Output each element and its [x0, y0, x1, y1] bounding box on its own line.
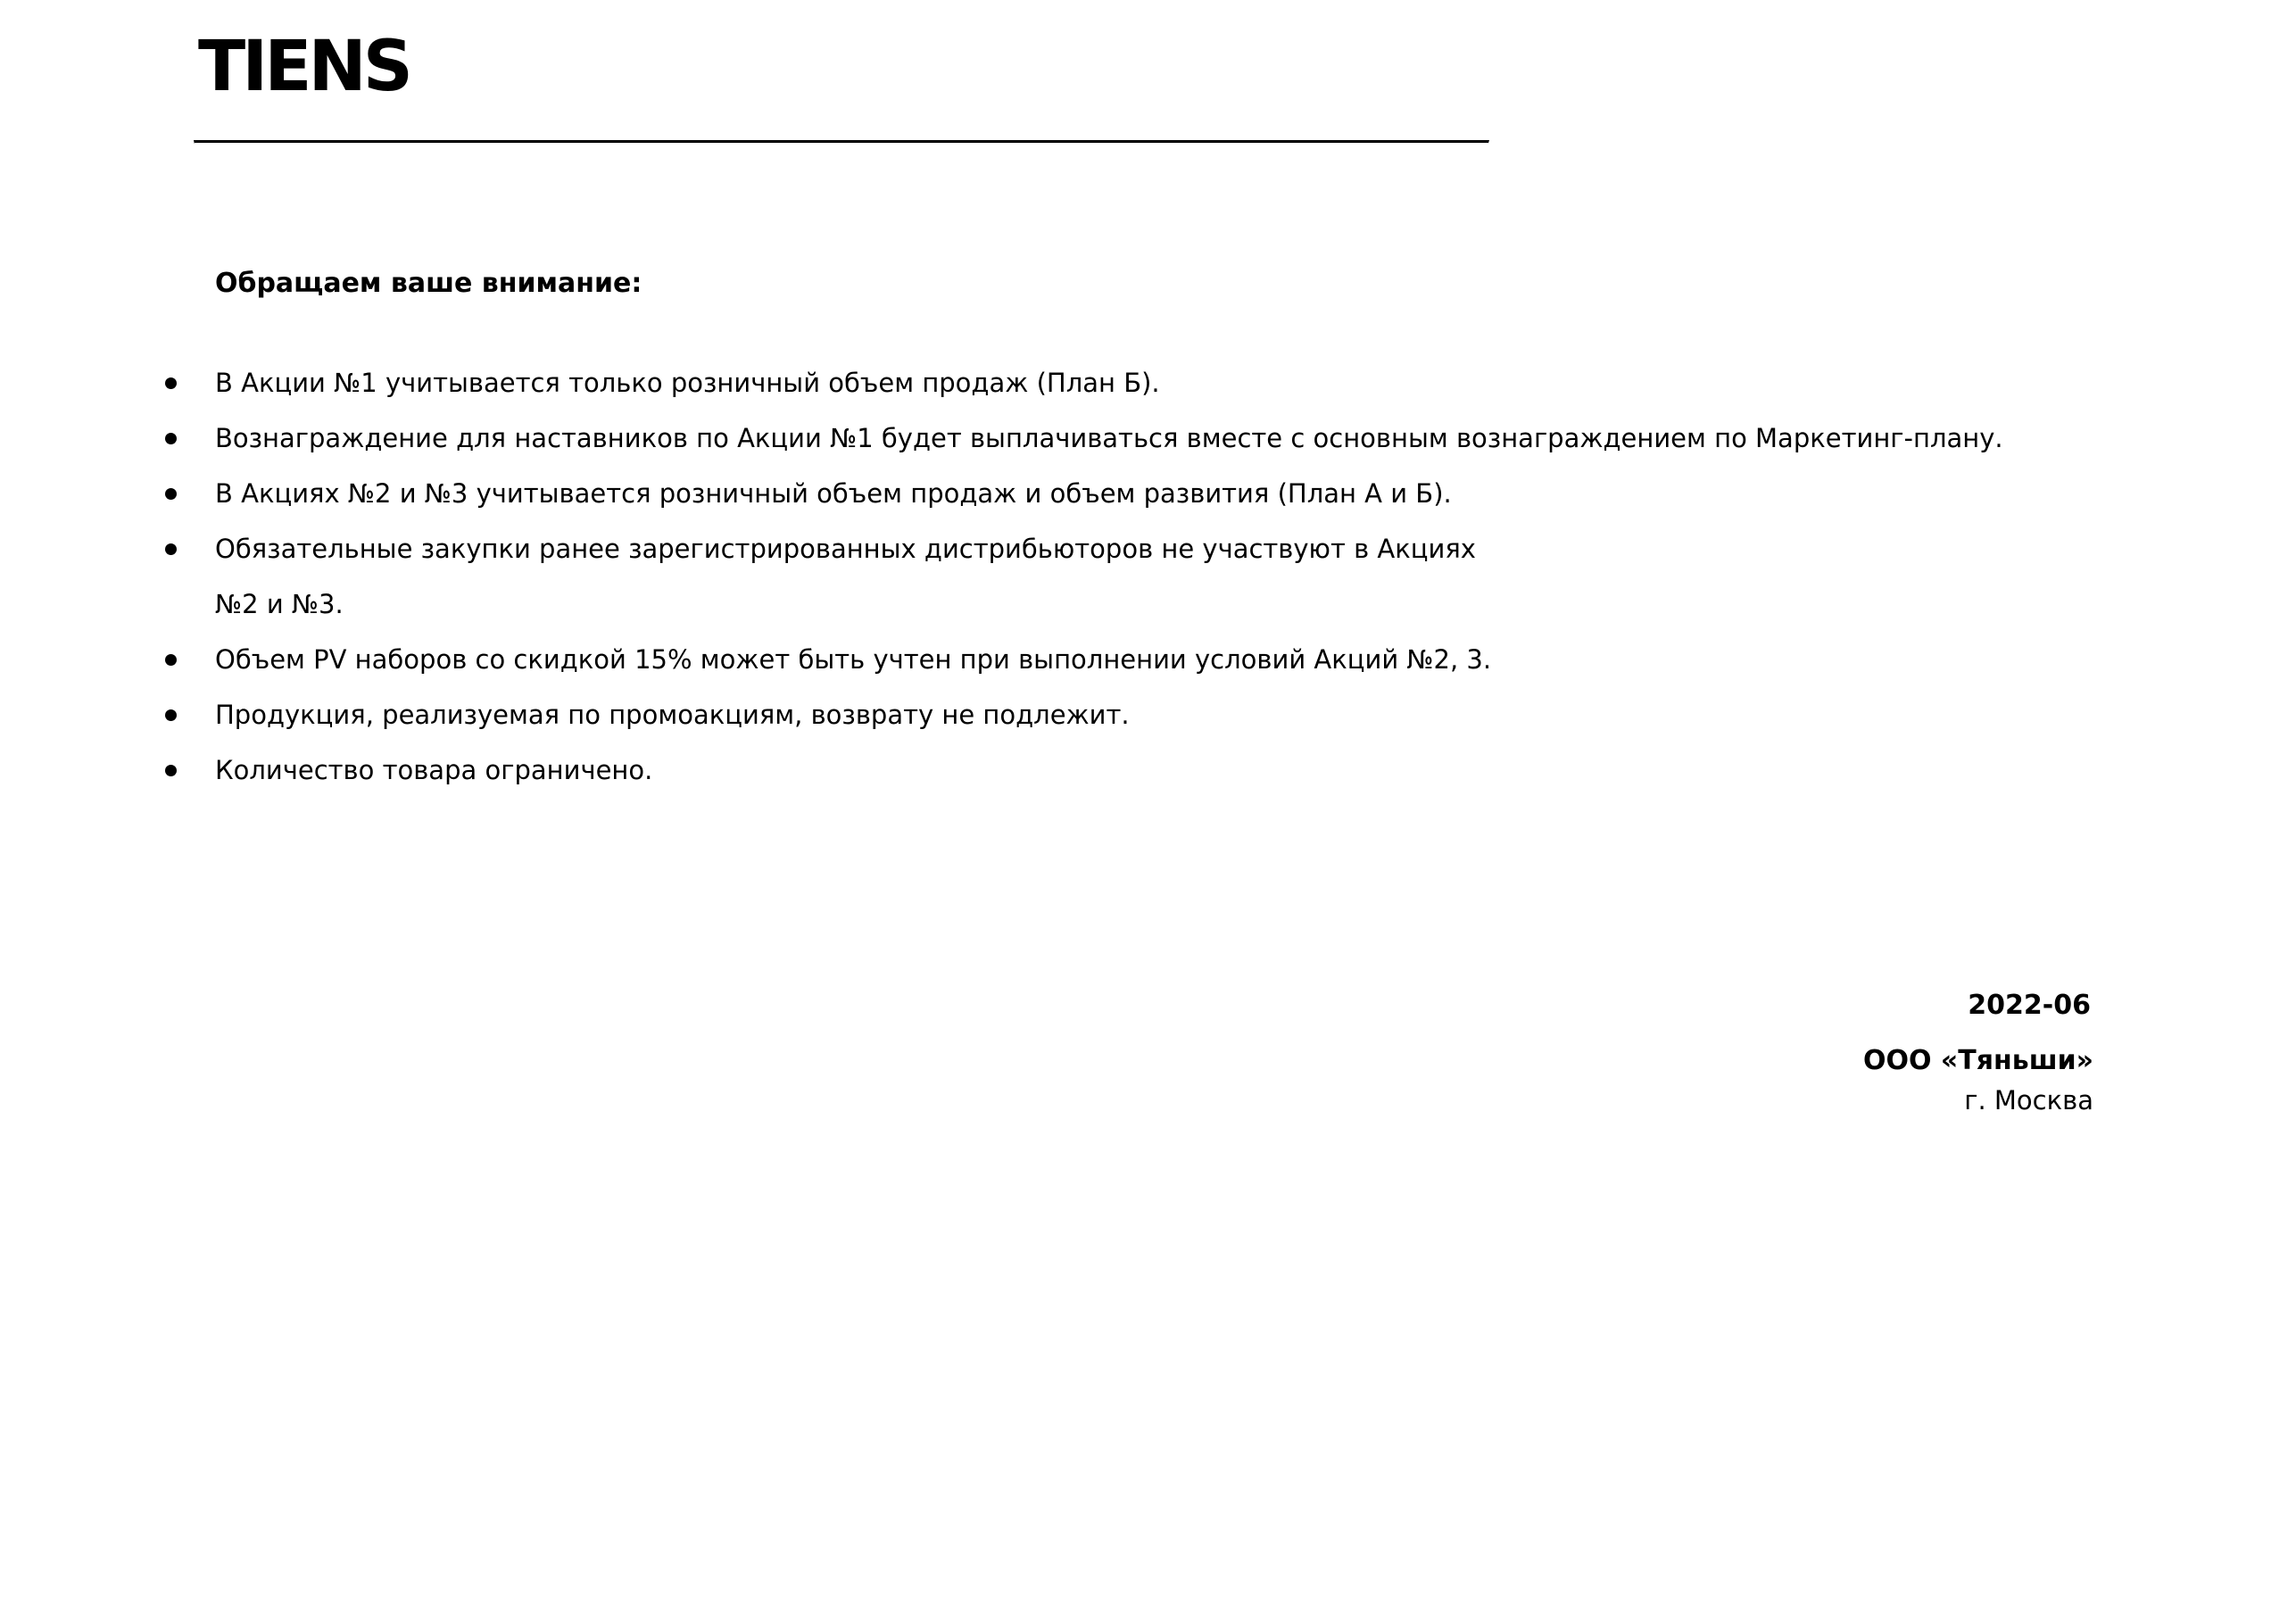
notice-item-text: Обязательные закупки ранее зарегистрированных дистрибьюторов не участвуют в Акциях: [215, 534, 1476, 564]
notice-list: [0, 355, 2296, 798]
notice-item: [0, 632, 2296, 687]
notice-item: [0, 521, 2296, 632]
signature-block: [1863, 986, 2093, 1120]
bullet-icon: [165, 765, 177, 776]
notice-item-text: Количество товара ограничено.: [215, 755, 653, 785]
notice-item-text-continuation: №2 и №3.: [215, 589, 344, 619]
document-date: 2022-06: [1968, 990, 2091, 1021]
tiens-logo: TIENS: [198, 27, 410, 107]
notice-item-text: В Акциях №2 и №3 учитывается розничный объем продаж и объем развития (План А и Б).: [215, 478, 1452, 509]
notice-item: [0, 466, 2296, 521]
notice-item: [0, 355, 2296, 410]
notice-item-text: Продукция, реализуемая по промоакциям, возврату не подлежит.: [215, 700, 1130, 730]
bullet-icon: [165, 654, 177, 666]
header-divider: [194, 140, 1489, 144]
company-name: ООО «Тяньши»: [1862, 1045, 2093, 1076]
bullet-icon: [165, 709, 177, 721]
bullet-icon: [165, 543, 177, 555]
notice-heading: Обращаем ваше внимание:: [215, 268, 642, 299]
notice-item: [0, 410, 2296, 466]
notice-item: [0, 687, 2296, 742]
notice-item-text: Вознаграждение для наставников по Акции №1 будет выплачиваться вместе с основным вознаграждением по Маркетинг-плану.: [215, 423, 2003, 453]
company-city: г. Москва: [1964, 1085, 2093, 1115]
bullet-icon: [165, 433, 177, 444]
notice-item-text: В Акции №1 учитывается только розничный объем продаж (План Б).: [215, 368, 1160, 398]
bullet-icon: [165, 488, 177, 500]
bullet-icon: [165, 377, 177, 389]
notice-item: [0, 742, 2296, 798]
notice-item-text: Объем PV наборов со скидкой 15% может быть учтен при выполнении условий Акций №2, 3.: [215, 644, 1492, 675]
